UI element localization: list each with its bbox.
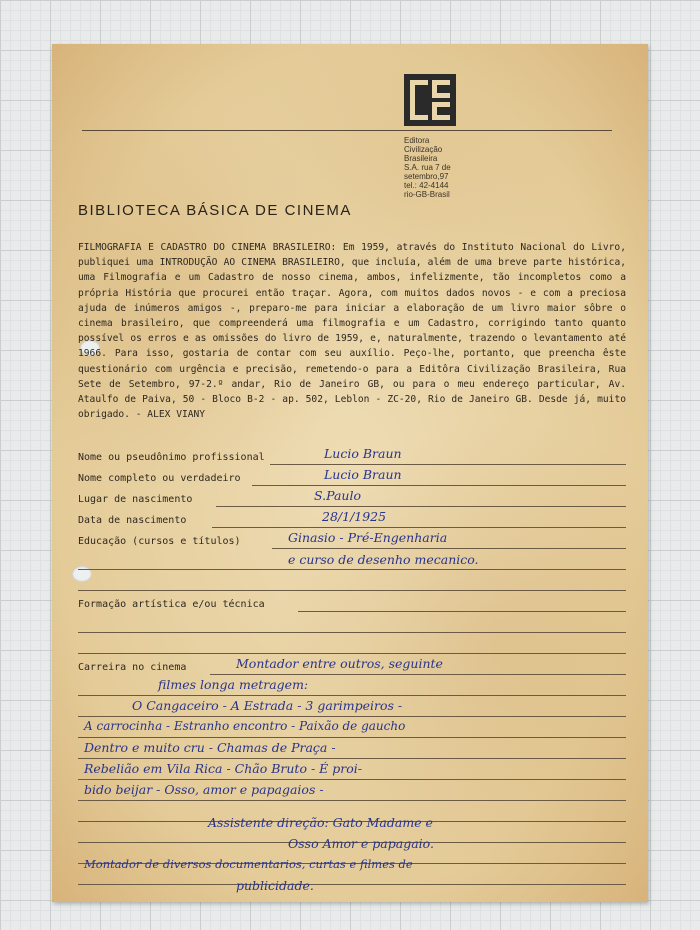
answer-line — [212, 527, 626, 528]
answer-education-1: Ginasio - Pré-Engenharia — [288, 530, 448, 545]
answer-line — [78, 884, 626, 885]
label-birthdate: Data de nascimento — [78, 515, 187, 526]
intro-paragraph: FILMOGRAFIA E CADASTRO DO CINEMA BRASILEIRO: Em 1959, através do Instituto Nacional do Livro, publiquei uma INTRODUÇÃO AO CINEMA BRASILEIRO, que incluía, além de uma breve parte histórica, uma Filmografia e um Cadastro de nosso cinema, ambos, infelizmente, tão incompletos como a própria História que procurei então traçar. Agora, com muitos dados novos - e com a preciosa ajuda de inúmeros amigos -, preparo-me para iniciar a elaboração de um livro maior sôbre o cinema brasileiro, que compreenderá uma filmografia e um Cadastro, corrigindo tanto quanto possível os erros e as omissões do livro de 1959, e, naturalmente, trazendo o levantamento até 1966. Para isso, gostaria de contar com seu auxílio. Peço-lhe, portanto, que preencha êste questionário com urgência e precisão, remetendo-o para a Editôra Civilização Brasileira, Rua Sete de Setembro, 97-2.º andar, Rio de Janeiro GB, ou para o meu endereço particular, Av. Ataulfo de Paiva, 50 - Bloco B-2 - ap. 502, Leblon - ZC-20, Rio de Janeiro GB. Desde já, muito obrigado. - ALEX VIANY — [78, 242, 626, 421]
label-birthplace: Lugar de nascimento — [78, 494, 193, 505]
answer-pseudonym: Lucio Braun — [324, 446, 402, 461]
answer-line — [78, 632, 626, 633]
answer-career-line: O Cangaceiro - A Estrada - 3 garimpeiros - — [132, 698, 403, 713]
answer-birthdate: 28/1/1925 — [322, 509, 387, 524]
answer-line — [210, 674, 626, 675]
answer-career-line: bido beijar - Osso, amor e papagaios - — [84, 782, 324, 797]
answer-line — [78, 800, 626, 801]
publisher-line: Civilização — [404, 145, 443, 154]
publisher-line: Editora — [404, 136, 430, 145]
answer-line — [78, 737, 626, 738]
answer-full-name: Lucio Braun — [324, 467, 402, 482]
publisher-logo — [404, 74, 456, 126]
publisher-line: tel.: 42-4144 — [404, 181, 449, 190]
answer-career-line: filmes longa metragem: — [158, 677, 309, 692]
answer-career-line: Dentro e muito cru - Chamas de Praça - — [84, 740, 336, 755]
answer-line — [78, 758, 626, 759]
answer-line — [216, 506, 626, 507]
answer-line — [252, 485, 626, 486]
form-title: BIBLIOTECA BÁSICA DE CINEMA — [78, 202, 352, 219]
logo-mark-icon — [404, 74, 456, 126]
header-rule — [82, 130, 612, 131]
publisher-line: rio-GB-Brasil — [404, 190, 450, 199]
answer-birthplace: S.Paulo — [314, 488, 361, 503]
answer-line — [78, 653, 626, 654]
answer-career-line: Rebelião em Vila Rica - Chão Bruto - É proi- — [84, 761, 362, 776]
answer-line — [270, 464, 626, 465]
answer-line — [78, 695, 626, 696]
answer-education-2: e curso de desenho mecanico. — [288, 552, 479, 567]
label-full-name: Nome completo ou verdadeiro — [78, 473, 241, 484]
questionnaire-sheet — [52, 44, 648, 902]
label-education: Educação (cursos e títulos) — [78, 536, 241, 547]
answer-line — [298, 611, 626, 612]
answer-line — [78, 779, 626, 780]
label-training: Formação artística e/ou técnica — [78, 599, 265, 610]
publisher-line: setembro,97 — [404, 172, 449, 181]
answer-line — [78, 590, 626, 591]
answer-line — [272, 548, 626, 549]
answer-career-line: Osso Amor e papagaio. — [288, 836, 434, 851]
label-pseudonym: Nome ou pseudônimo profissional — [78, 452, 265, 463]
answer-career-line: Montador entre outros, seguinte — [236, 656, 443, 671]
publisher-line: S.A. rua 7 de — [404, 163, 451, 172]
answer-line — [78, 716, 626, 717]
publisher-address — [404, 136, 484, 199]
publisher-line: Brasileira — [404, 154, 438, 163]
answer-career-line: Montador de diversos documentarios, curtas e filmes de — [84, 857, 413, 871]
answer-line — [78, 569, 626, 570]
answer-career-line: publicidade. — [236, 878, 314, 893]
answer-career-line: Assistente direção: Gato Madame e — [208, 815, 433, 830]
label-career: Carreira no cinema — [78, 662, 187, 673]
answer-career-line: A carrocinha - Estranho encontro - Paixão de gaucho — [84, 719, 406, 733]
